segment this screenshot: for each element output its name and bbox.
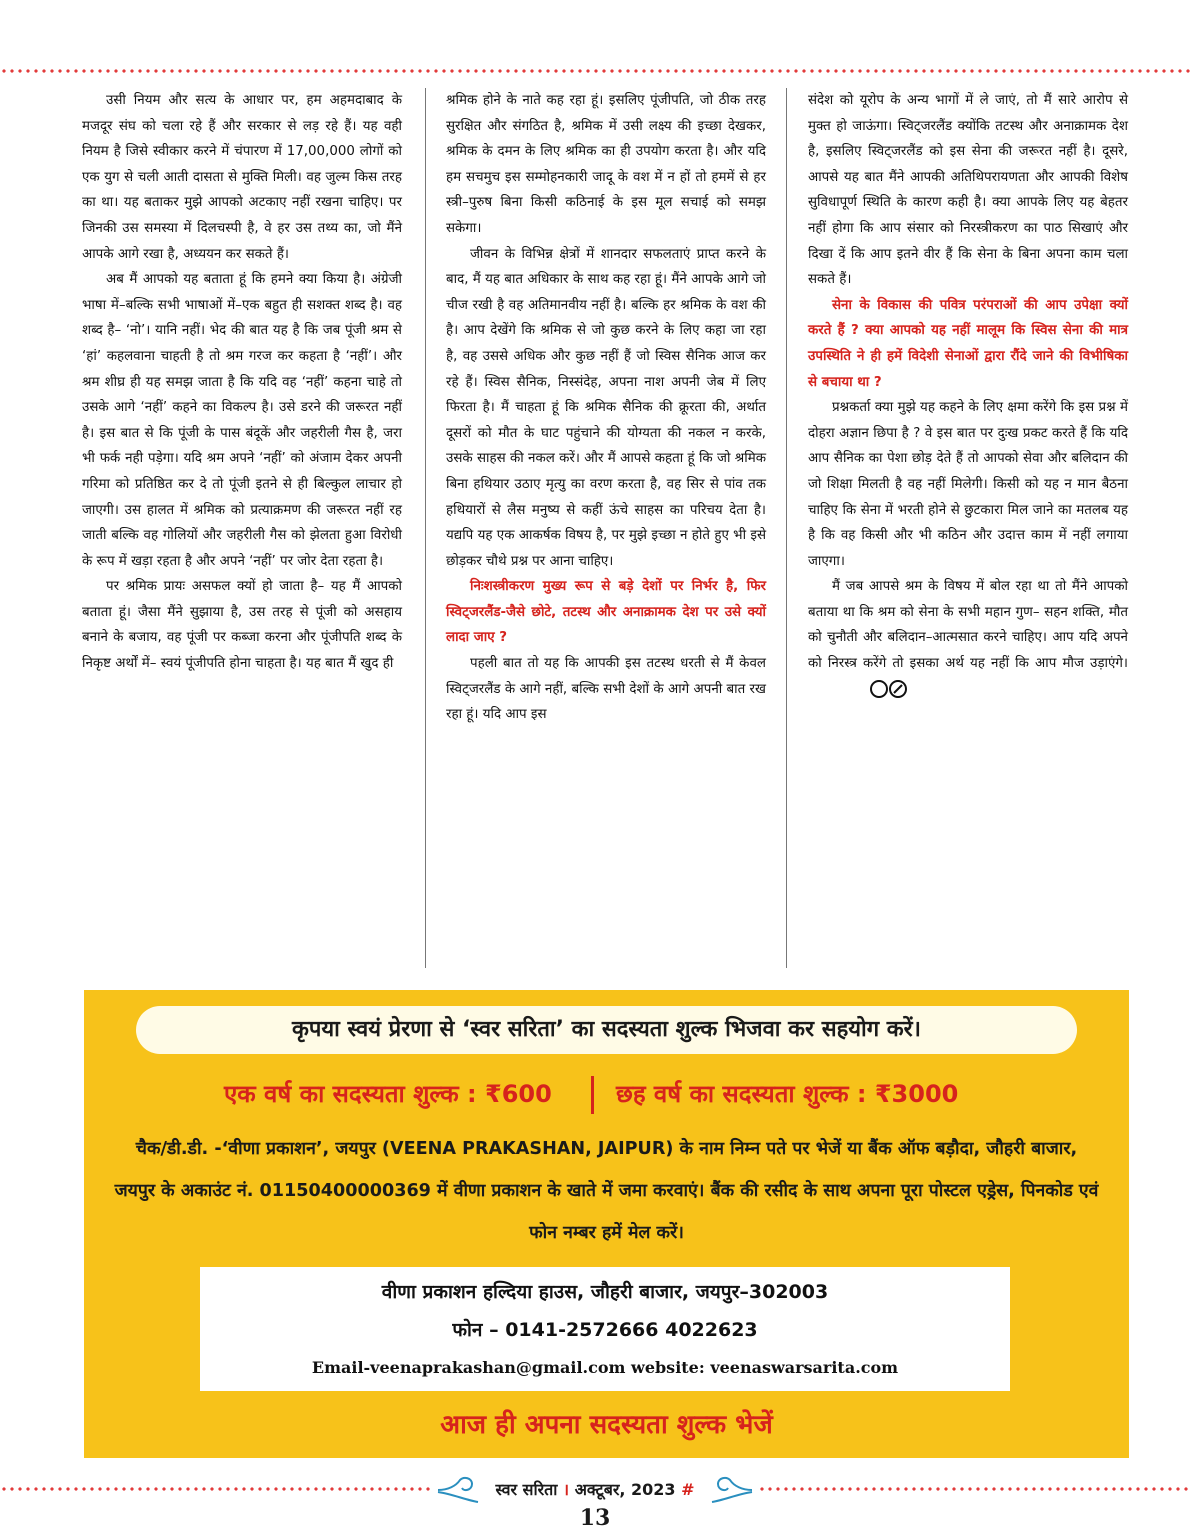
subscription-appeal: कृपया स्वयं प्रेरणा से ‘स्वर सरिता’ का सदस्यता शुल्क भिजवा कर सहयोग करें।: [136, 1006, 1077, 1054]
top-dotted-border: [0, 68, 1190, 74]
footer-dots-left: [0, 1486, 430, 1492]
page-number: 13: [579, 1505, 611, 1531]
footer-separator: ।: [563, 1480, 570, 1499]
column-divider-2: [786, 88, 787, 968]
footer-dots-right: [758, 1486, 1190, 1492]
paragraph: पर श्रमिक प्रायः असफल क्यों हो जाता है– यह मैं आपको बताता हूं। जैसा मैंने सुझाया है, उस तरह से पूंजी को असहाय बनाने के बजाय, वह पूंजी पर कब्जा करना और पूंजीपति शब्द के निकृष्ट अर्थों में– स्वयं पूंजीपति होना चाहता है। यह बात मैं खुद ही: [82, 579, 402, 672]
text-column-3: [808, 88, 1128, 702]
fee-row: [84, 1072, 1129, 1116]
question-heading: सेना के विकास की पवित्र परंपराओं की आप उपेक्षा क्यों करते हैं ? क्या आपको यह नहीं मालूम कि स्विस सेना की मात्र उपस्थिति ने ही हमें विदेशी सेनाओं द्वारा रौंदे जाने की विभीषिका से बचाया था ?: [808, 297, 1128, 390]
footer-issue: अक्टूबर, 2023: [574, 1480, 676, 1499]
paragraph: पहली बात तो यह कि आपकी इस तटस्थ धरती से मैं केवल स्विट्जरलैंड के आगे नहीं, बल्कि सभी देशों के आगे अपनी बात रख रहा हूं। यदि आप इस: [446, 656, 766, 723]
paragraph: मैं जब आपसे श्रम के विषय में बोल रहा था तो मैंने आपको बताया था कि श्रम को सेना के सभी महान गुण– सहन शक्ति, मौत को चुनौती और बलिदान–आत्मसात करने चाहिए। आप यदि अपने को निरस्त्र करेंगे तो इसका अर्थ यह नहीं कि आप मौज उड़ाएंगे।: [808, 574, 1128, 702]
address-card: [200, 1267, 1010, 1391]
fee-six-year: छह वर्ष का सदस्यता शुल्क : ₹3000: [616, 1080, 959, 1108]
paragraph: उसी नियम और सत्य के आधार पर, हम अहमदाबाद के मजदूर संघ को चला रहे हैं और सरकार से लड़ रहे हैं। यह वही नियम है जिसे स्वीकार करने में चंपारण में 17,00,000 लोगों को एक युग से चली आती दासता से मुक्ति मिली। वह जुल्म किस तरह का था। यह बताकर मुझे आपको अटकाए नहीं रखना चाहिए। पर जिनकी उस समस्या में दिलचस्पी है, वे हर उस तथ्य का, जो मैंने आपके आगे रखा है, अध्ययन कर सकते हैं।: [82, 93, 402, 262]
paragraph: प्रश्नकर्ता क्या मुझे यह कहने के लिए क्षमा करेंगे कि इस प्रश्न में दोहरा अज्ञान छिपा है ? वे इस बात पर दुःख प्रकट करते हैं कि यदि आप सैनिक का पेशा छोड़ देते हैं तो आपको सेवा और बलिदान की जो शिक्षा मिलती है वह नहीं मिलेगी। किसी को यह न मान बैठना चाहिए कि सेना में भरती होने से छुटकारा मिल जाने का मतलब यह है कि वह किसी और भी कठिन और उदात्त काम में नहीं लगाया जाएगा।: [808, 400, 1128, 569]
paragraph: जीवन के विभिन्न क्षेत्रों में शानदार सफलताएं प्राप्त करने के बाद, मैं यह बात अधिकार के साथ कह रहा हूं। मैंने आपके आगे जो चीज रखी है वह अतिमानवीय नहीं है। बल्कि हर श्रमिक के वश की है। आप देखेंगे कि श्रमिक से जो कुछ करने के लिए कहा जा रहा है, वह उससे अधिक और कुछ नहीं हैं जो स्विस सैनिक आज कर रहे हैं। स्विस सैनिक, निस्संदेह, अपना नाश अपनी जेब में लिए फिरता है। मैं चाहता हूं कि श्रमिक सैनिक की क्रूरता की, अर्थात दूसरों को मौत के घाट पहुंचाने की योग्यता की नकल न करके, उसके साहस की नकल करें। और मैं आपसे कहता हूं कि जो श्रमिक बिना हथियार उठाए मृत्यु का वरण करता है, वह सिर से पांव तक हथियारों से लैस मनुष्य से कहीं ऊंचे साहस का परिचय देता है। यद्यपि यह एक आकर्षक विषय है, पर मुझे इच्छा न होते हुए भी इसे छोड़कर चौथे प्रश्न पर आना चाहिए।: [446, 246, 766, 569]
footer-text: [480, 1476, 710, 1534]
footer-hash: #: [681, 1480, 695, 1499]
column-divider-1: [425, 88, 426, 968]
fee-separator: [591, 1076, 594, 1114]
footer-magazine: स्वर सरिता: [495, 1480, 558, 1499]
page-footer: [0, 1470, 1190, 1531]
text-column-1: [82, 88, 402, 677]
text-column-2: [446, 88, 766, 728]
subscription-cta: आज ही अपना सदस्यता शुल्क भेजें: [440, 1410, 773, 1440]
double-circle-end-icon: [868, 679, 910, 699]
postal-address: वीणा प्रकाशन हल्दिया हाउस, जौहरी बाजार, जयपुर–302003: [381, 1281, 829, 1303]
payment-instructions: चैक/डी.डी. -‘वीणा प्रकाशन’, जयपुर (VEENA PRAKASHAN, JAIPUR) के नाम निम्न पते पर भेजें या बैंक ऑफ बड़ौदा, जौहरी बाजार, जयपुर के अकाउंट नं. 01150400000369 में वीणा प्रकाशन के खाते में जमा करवाएं। बैंक की रसीद के साथ अपना पूरा पोस्टल एड्रेस, पिनकोड एवं फोन नम्बर हमें मेल करें।: [114, 1139, 1099, 1243]
email-website[interactable]: Email-veenaprakashan@gmail.com website: veenaswarsarita.com: [311, 1358, 899, 1377]
phone-numbers: फोन – 0141-2572666 4022623: [452, 1319, 758, 1341]
curl-ornament-icon: [710, 1476, 754, 1506]
curl-ornament-icon: [436, 1476, 480, 1506]
subscription-box: [84, 990, 1129, 1458]
paragraph: श्रमिक होने के नाते कह रहा हूं। इसलिए पूंजीपति, जो ठीक तरह सुरक्षित और संगठित है, श्रमिक में उसी लक्ष्य की इच्छा देखकर, श्रमिक के दमन के लिए श्रमिक का ही उपयोग करता है। और यदि हम सचमुच इस सम्मोहनकारी जादू के वश में न हों तो हममें से हर स्त्री–पुरुष बिना किसी कठिनाई के इस मूल सचाई को समझ सकेगा।: [446, 93, 766, 236]
paragraph: संदेश को यूरोप के अन्य भागों में ले जाएं, तो मैं सारे आरोप से मुक्त हो जाऊंगा। स्विट्जरलैंड क्योंकि तटस्थ और अनाक्रामक देश है, इसलिए स्विट्जरलैंड को इस सेना की जरूरत नहीं है। दूसरे, आपसे यह बात मैंने आपकी अतिथिपरायणता और आपकी विशेष सुविधापूर्ण स्थिति के कारण कही है। क्या आपके लिए यह बेहतर नहीं होगा कि आप संसार को निरस्त्रीकरण का पाठ सिखाएं और दिखा दें कि आप इतने वीर हैं कि सेना के बिना अपना काम चला सकते हैं।: [808, 93, 1128, 288]
paragraph: अब मैं आपको यह बताता हूं कि हमने क्या किया है। अंग्रेजी भाषा में–बल्कि सभी भाषाओं में–एक बहुत ही सशक्त शब्द है। वह शब्द है– ‘नो’। यानि नहीं। भेद की बात यह है कि जब पूंजी श्रम से ‘हां’ कहलवाना चाहती है तो श्रम गरज कर कहता है ‘नहीं’। और श्रम शीघ्र ही यह समझ जाता है कि यदि वह ‘नहीं’ कहना चाहे तो उसके आगे ‘नहीं’ कहने का विकल्प है। उसे डरने की जरूरत नहीं है। इस बात से कि पूंजी के पास बंदूकें और जहरीली गैस है, जरा भी फर्क नही पड़ेगा। यदि श्रम अपने ‘नहीं’ को अंजाम देकर अपनी गरिमा को प्रतिष्ठित कर दे तो पूंजी इतने से ही बिल्कुल लाचार हो जाएगी। उस हालत में श्रमिक को प्रत्याक्रमण की जरूरत नहीं रह जाती बल्कि वह गोलियों और जहरीली गैस को झेलता हुआ विरोधी के रूप में खड़ा रहता है और अपने ‘नहीं’ पर जोर देता रहता है।: [82, 272, 402, 569]
fee-one-year: एक वर्ष का सदस्यता शुल्क : ₹600: [224, 1080, 552, 1108]
question-heading: निःशस्त्रीकरण मुख्य रूप से बड़े देशों पर निर्भर है, फिर स्विट्जरलैंड-जैसे छोटे, तटस्थ और अनाक्रामक देश पर उसे क्यों लादा जाए ?: [446, 579, 766, 646]
